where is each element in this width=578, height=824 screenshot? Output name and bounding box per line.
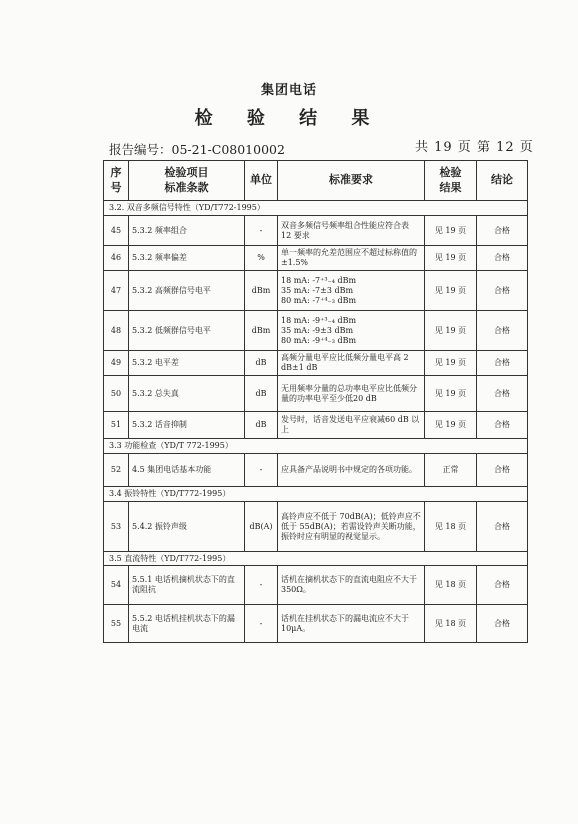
test-result: 见 18 页 [425, 605, 477, 643]
test-item: 5.3.2 频率偏差 [129, 246, 245, 271]
row-number: 55 [104, 605, 129, 643]
table-row [104, 566, 528, 605]
requirement: 发号时，话音发送电平应衰减60 dB 以上 [278, 412, 425, 439]
requirement: 话机在挂机状态下的漏电流应不大于10μA。 [278, 605, 425, 643]
section-title: 3.2. 双音多频信号特性（YD/T772-1995） [104, 201, 528, 216]
test-result: 见 18 页 [425, 566, 477, 605]
row-number: 47 [104, 271, 129, 311]
page-title: 检 验 结 果 [194, 108, 384, 129]
row-number: 52 [104, 454, 129, 487]
row-number: 49 [104, 351, 129, 376]
row-number: 53 [104, 502, 129, 552]
verdict: 合格 [477, 351, 528, 376]
section-title: 3.4 振铃特性（YD/T772-1995） [104, 487, 528, 502]
unit: - [245, 454, 278, 487]
row-number: 45 [104, 216, 129, 246]
test-item: 5.3.2 电平差 [129, 351, 245, 376]
col-header-result: 检验 结果 [425, 161, 477, 201]
verdict: 合格 [477, 271, 528, 311]
requirement: 高铃声应不低于 70dB(A)；低铃声应不低于 55dB(A)；若需设铃声关断功能，振铃时应有明显的视觉显示。 [278, 502, 425, 552]
requirement: 双音多频信号频率组合性能应符合表 12 要求 [278, 216, 425, 246]
test-result: 见 19 页 [425, 412, 477, 439]
unit: - [245, 605, 278, 643]
test-result: 见 19 页 [425, 351, 477, 376]
verdict: 合格 [477, 412, 528, 439]
unit: dBm [245, 311, 278, 351]
verdict: 合格 [477, 376, 528, 412]
row-number: 48 [104, 311, 129, 351]
report-number: 报告编号：05-21-C08010002 [109, 142, 285, 157]
col-header-no: 序号 [104, 161, 129, 201]
unit: dBm [245, 271, 278, 311]
requirement: 话机在摘机状态下的直流电阻应不大于350Ω。 [278, 566, 425, 605]
col-header-unit: 单位 [245, 161, 278, 201]
section-row [104, 201, 528, 216]
test-result: 见 19 页 [425, 216, 477, 246]
test-result: 见 18 页 [425, 502, 477, 552]
verdict: 合格 [477, 311, 528, 351]
results-table [103, 160, 528, 643]
test-result: 见 19 页 [425, 271, 477, 311]
test-item: 5.3.2 频率组合 [129, 216, 245, 246]
unit: % [245, 246, 278, 271]
col-header-verdict: 结论 [477, 161, 528, 201]
table-row [104, 376, 528, 412]
requirement: 无用频率分量的总功率电平应比低频分量的功率电平至少低20 dB [278, 376, 425, 412]
requirement: 18 mA: -7⁺³₋₄ dBm 35 mA: -7±3 dBm 80 mA: -7⁺⁴₋₃ dBm [278, 271, 425, 311]
verdict: 合格 [477, 246, 528, 271]
unit: dB(A) [245, 502, 278, 552]
section-title: 3.5 直流特性（YD/T772-1995） [104, 552, 528, 566]
section-title: 3.3 功能检查（YD/T 772-1995） [104, 439, 528, 454]
table-row [104, 246, 528, 271]
test-result: 正常 [425, 454, 477, 487]
requirement: 单一频率的允差范围应不超过标称值的±1.5% [278, 246, 425, 271]
requirement: 18 mA: -9⁺³₋₄ dBm 35 mA: -9±3 dBm 80 mA: -9⁺⁴₋₃ dBm [278, 311, 425, 351]
table-header-row [104, 161, 528, 201]
unit: - [245, 216, 278, 246]
unit: - [245, 566, 278, 605]
unit: dB [245, 351, 278, 376]
verdict: 合格 [477, 502, 528, 552]
test-item: 4.5 集团电话基本功能 [129, 454, 245, 487]
table-row [104, 311, 528, 351]
table-row [104, 271, 528, 311]
table-row [104, 412, 528, 439]
col-header-requirement: 标准要求 [278, 161, 425, 201]
page-info: 共 19 页 第 12 页 [415, 140, 534, 155]
test-item: 5.3.2 话音抑制 [129, 412, 245, 439]
table-row [104, 454, 528, 487]
section-row [104, 487, 528, 502]
table-row [104, 502, 528, 552]
section-row [104, 439, 528, 454]
section-row [104, 552, 528, 566]
verdict: 合格 [477, 454, 528, 487]
test-result: 见 19 页 [425, 311, 477, 351]
col-header-item: 检验项目 标准条款 [129, 161, 245, 201]
requirement: 高频分量电平应比低频分量电平高 2 dB±1 dB [278, 351, 425, 376]
table-row [104, 216, 528, 246]
row-number: 50 [104, 376, 129, 412]
row-number: 54 [104, 566, 129, 605]
test-item: 5.3.2 总失真 [129, 376, 245, 412]
row-number: 51 [104, 412, 129, 439]
company-name: 集团电话 [260, 83, 317, 98]
table-row [104, 605, 528, 643]
unit: dB [245, 376, 278, 412]
test-item: 5.3.2 高频群信号电平 [129, 271, 245, 311]
test-item: 5.5.2 电话机挂机状态下的漏电流 [129, 605, 245, 643]
test-result: 见 19 页 [425, 246, 477, 271]
unit: dB [245, 412, 278, 439]
test-result: 见 19 页 [425, 376, 477, 412]
verdict: 合格 [477, 566, 528, 605]
verdict: 合格 [477, 605, 528, 643]
verdict: 合格 [477, 216, 528, 246]
test-item: 5.3.2 低频群信号电平 [129, 311, 245, 351]
requirement: 应具备产品说明书中规定的各项功能。 [278, 454, 425, 487]
test-item: 5.4.2 振铃声级 [129, 502, 245, 552]
row-number: 46 [104, 246, 129, 271]
table-row [104, 351, 528, 376]
test-item: 5.5.1 电话机摘机状态下的直流阻抗 [129, 566, 245, 605]
